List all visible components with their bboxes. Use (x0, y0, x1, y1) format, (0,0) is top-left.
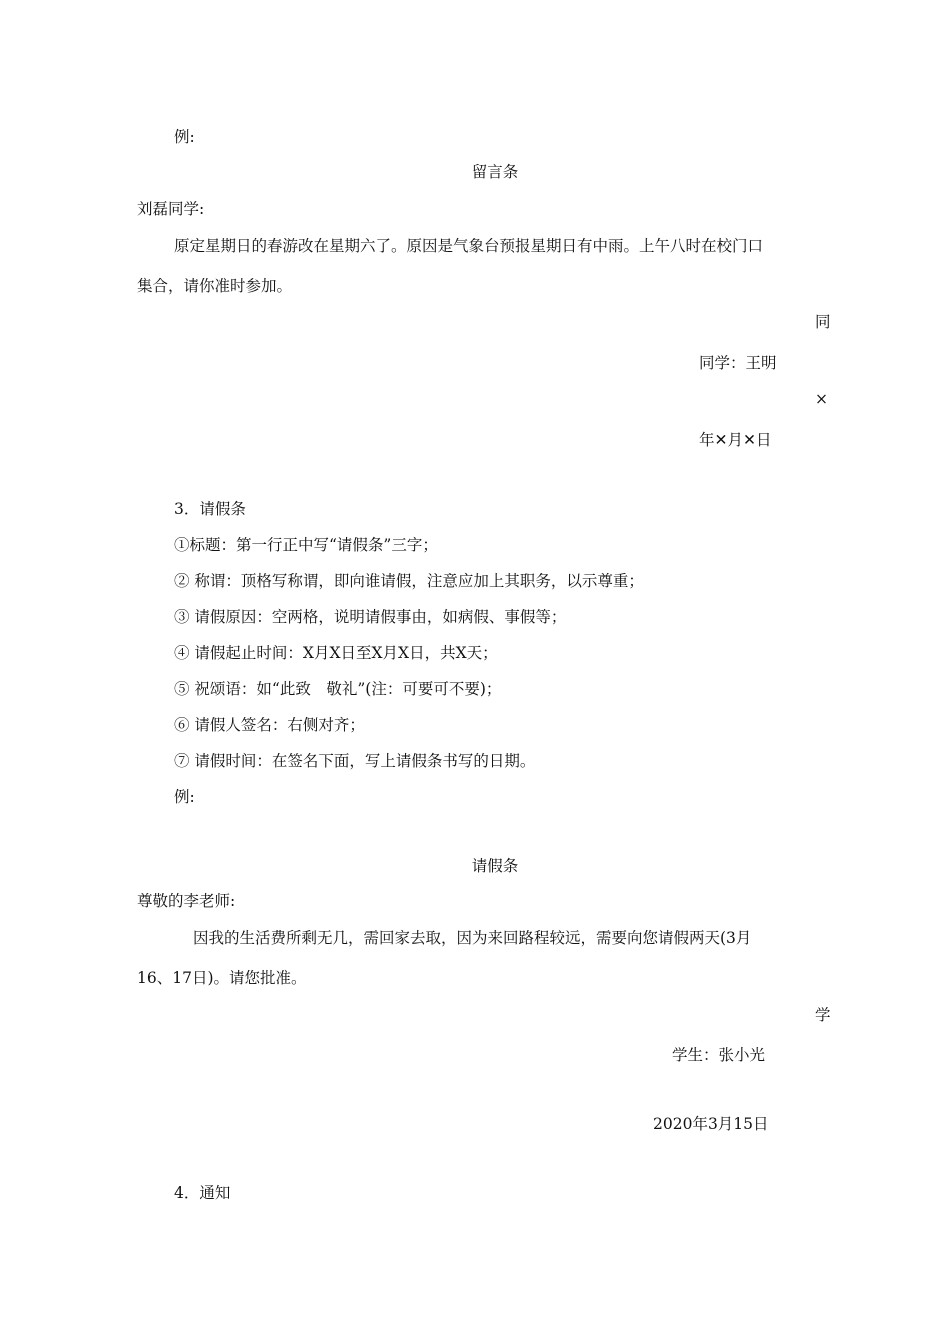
list-item: ⑤ 祝颂语：如“此致 敬礼”(注：可要可不要)； (174, 680, 502, 698)
list-item: ①标题：第一行正中写“请假条”三字； (174, 536, 438, 554)
note-signature: 学生：张小光 (672, 1046, 766, 1064)
note-body-line: 16、17日)。请您批准。 (137, 969, 307, 987)
note-signature: 同学：王明 (699, 354, 777, 372)
list-item: ② 称谓：顶格写称谓，即向谁请假，注意应加上其职务，以示尊重； (174, 572, 644, 590)
list-item: ③ 请假原因：空两格，说明请假事由，如病假、事假等； (174, 608, 567, 626)
note-fragment: 学 (815, 1006, 831, 1024)
note-salutation: 刘磊同学: (137, 200, 205, 218)
section-heading: 4．通知 (174, 1184, 231, 1202)
note-fragment: 同 (815, 313, 831, 331)
note-salutation: 尊敬的李老师: (137, 892, 236, 910)
list-item: ⑦ 请假时间：在签名下面，写上请假条书写的日期。 (174, 752, 536, 770)
note-fragment: × (815, 390, 828, 408)
note-title: 请假条 (471, 857, 519, 875)
example-label: 例: (174, 788, 195, 806)
list-item: ④ 请假起止时间：X月X日至X月X日，共X天； (174, 644, 498, 662)
note-title: 留言条 (471, 163, 519, 181)
note-body-line: 集合，请你准时参加。 (137, 277, 293, 295)
note-date: 2020年3月15日 (653, 1115, 769, 1133)
example-label: 例: (174, 128, 195, 146)
note-date: 年✕月✕日 (699, 431, 772, 449)
section-heading: 3．请假条 (174, 500, 246, 518)
list-item: ⑥ 请假人签名：右侧对齐； (174, 716, 365, 734)
note-body-line: 原定星期日的春游改在星期六了。原因是气象台预报星期日有中雨。上午八时在校门口 (174, 237, 764, 255)
note-body-line: 因我的生活费所剩无几，需回家去取，因为来回路程较远，需要向您请假两天(3月 (193, 929, 752, 947)
